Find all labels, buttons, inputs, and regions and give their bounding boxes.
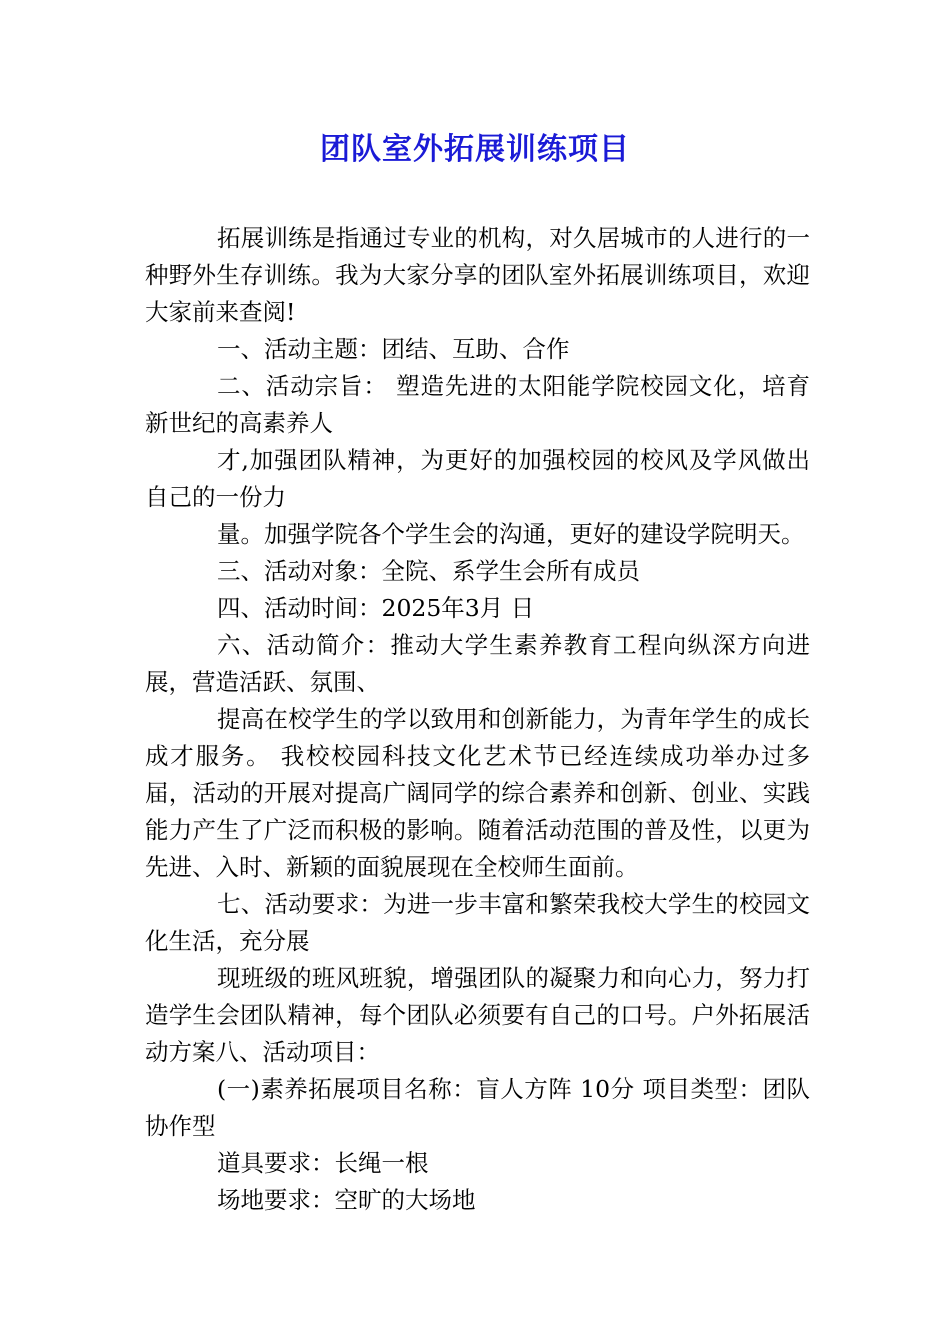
paragraph-intro-activity-cont: 提高在校学生的学以致用和创新能力，为青年学生的成长成才服务。 我校校园科技文化艺术节已经连续成功举办过多届，活动的开展对提高广阔同学的综合素养和创新、创业、实践能力产生了广泛而积极的影响。随着活动范围的普及性，以更为先进、入时、新颖的面貌展现在全校师生面前。 [145, 705, 810, 881]
document-body [145, 220, 810, 1219]
paragraph-project-1: (一)素养拓展项目名称：盲人方阵 10分 项目类型：团队协作型 [145, 1075, 810, 1140]
paragraph-requirements: 七、活动要求：为进一步丰富和繁荣我校大学生的校园文化生活，充分展 [145, 890, 810, 955]
document-title: 团队室外拓展训练项目 [320, 132, 630, 167]
paragraph-purpose: 二、活动宗旨： 塑造先进的太阳能学院校园文化，培育新世纪的高素养人 [145, 372, 810, 437]
paragraph-requirements-cont: 现班级的班风班貌，增强团队的凝聚力和向心力，努力打造学生会团队精神，每个团队必须要有自己的口号。户外拓展活动方案八、活动项目： [145, 964, 810, 1066]
paragraph-props: 道具要求：长绳一根 [217, 1149, 429, 1177]
paragraph-purpose-cont-1: 才,加强团队精神，为更好的加强校园的校风及学风做出自己的一份力 [145, 446, 810, 511]
paragraph-venue: 场地要求：空旷的大场地 [217, 1186, 476, 1214]
paragraph-theme: 一、活动主题：团结、互助、合作 [217, 335, 570, 363]
paragraph-audience: 三、活动对象：全院、系学生会所有成员 [217, 557, 640, 585]
paragraph-intro-activity: 六、活动简介：推动大学生素养教育工程向纵深方向进展，营造活跃、氛围、 [145, 631, 810, 696]
paragraph-time: 四、活动时间：2025年3月 日 [217, 594, 535, 622]
paragraph-intro: 拓展训练是指通过专业的机构，对久居城市的人进行的一种野外生存训练。我为大家分享的团队室外拓展训练项目，欢迎大家前来查阅! [145, 224, 810, 326]
paragraph-purpose-cont-2: 量。加强学院各个学生会的沟通，更好的建设学院明天。 [217, 520, 805, 548]
